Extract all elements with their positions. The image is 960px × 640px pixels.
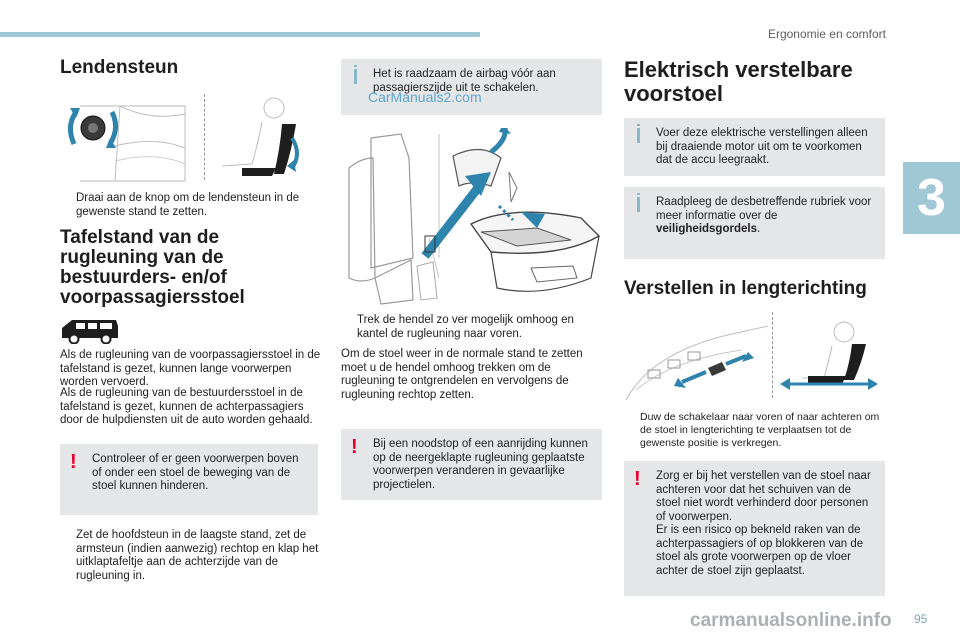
rotate-arrow-right	[110, 112, 116, 144]
paragraph-normale-stand: Om de stoel weer in de normale stand te zetten moet u de hendel omhoog trekken om de rugleuning te ontgrendelen en vervolgens de rugleuning rechtop zetten.	[341, 348, 583, 401]
lumbar-seat-figure	[212, 94, 312, 182]
lever-pull-arrow	[425, 184, 481, 256]
info-icon	[637, 128, 640, 143]
bullet-schakelaar: Duw de schakelaar naar voren of naar achteren om de stoel in lengterichting te verplaatsen tot de gewenste positie is verkregen.	[640, 411, 880, 449]
warning-icon: !	[351, 436, 358, 458]
chapter-title: Ergonomie en comfort	[767, 27, 886, 41]
section-title-lengterichting: Verstellen in lengterichting	[624, 278, 867, 299]
seat-switch-illustration	[622, 312, 772, 406]
info-box-airbag: Het is raadzaam de airbag vóór aan passagierszijde uit te schakelen.	[341, 59, 602, 115]
info-box-raadpleeg: Raadpleeg de desbetreffende rubriek voor meer informatie over de veiligheidsgordels.	[624, 187, 885, 259]
page-number: 95	[914, 612, 928, 626]
switch-arrow-forward-icon	[682, 372, 706, 382]
watermark-carmanualsonline: carmanualsonline.info	[690, 610, 892, 631]
warning-box-zorg: ! Zorg er bij het verstellen van de stoel naar achteren voor dat het schuiven van de stoel niet wordt verhinderd door personen of voorwerpen. Er is een risico op bekneld raken van de achterpassagiers of op blokkeren van de stoel als grote voorwerpen op de vloer achter de stoel zijn geplaatst.	[624, 461, 885, 596]
section-title-elektrisch: Elektrisch verstelbare voorstoel	[624, 57, 853, 106]
paragraph-hulpdiensten: Als de rugleuning van de bestuurdersstoel in de tafelstand is gezet, kunnen de achterpassagiers door de hulpdiensten uit de auto worden gehaald.	[60, 387, 313, 426]
bullet-hoofdsteun: Zet de hoofdsteun in de laagste stand, zet de armsteun (indien aanwezig) rechtop en klap het uitklaptafeltje aan de achterzijde van de rugleuning in.	[76, 529, 319, 582]
info-box-motor: Voer deze elektrische verstellingen alleen bij draaiende motor uit om te voorkomen dat de accu leegraakt.	[624, 118, 885, 176]
header-accent-bar	[0, 32, 480, 37]
seat-slide-figure	[778, 318, 880, 392]
section-title-lendensteun: Lendensteun	[60, 57, 179, 78]
bullet-hendel: Trek de hendel zo ver mogelijk omhoog en kantel de rugleuning naar voren.	[357, 314, 574, 340]
rotate-arrow-left	[70, 112, 76, 144]
section-title-tafelstand: Tafelstand van de rugleuning van de bestuurders- en/of voorpassagiersstoel	[60, 227, 245, 308]
switch-arrow-back-icon	[726, 356, 746, 364]
link-veiligheidsgordels[interactable]: veiligheidsgordels	[656, 223, 757, 235]
van-icon	[60, 318, 120, 344]
warning-box-noodstop: ! Bij een noodstop of een aanrijding kunnen op de neergeklapte rugleuning geplaatste voorwerpen veranderen in gevaarlijke projectielen.	[341, 429, 602, 500]
watermark-carmanuals: CarManuals2.com	[368, 89, 482, 105]
warning-icon: !	[634, 468, 641, 490]
paragraph-lange-voorwerpen: Als de rugleuning van de voorpassagiersstoel in de tafelstand is gezet, kunnen lange voorwerpen worden vervoerd.	[60, 349, 321, 388]
illustration-divider	[204, 94, 205, 180]
warning-box-voorwerpen: ! Controleer of er geen voorwerpen boven of onder een stoel de beweging van de stoel kunnen hinderen.	[60, 444, 318, 515]
chapter-number-tab[interactable]: 3	[903, 162, 960, 234]
lumbar-knob-illustration	[60, 86, 195, 184]
seat-table-position-illustration	[341, 128, 603, 306]
info-icon	[637, 197, 640, 212]
info-icon	[354, 69, 357, 84]
bullet-lendensteun: Draai aan de knop om de lendensteun in de gewenste stand te zetten.	[76, 192, 300, 218]
illustration-divider	[772, 312, 773, 398]
seat-switch	[708, 362, 726, 376]
warning-icon: !	[70, 451, 77, 473]
